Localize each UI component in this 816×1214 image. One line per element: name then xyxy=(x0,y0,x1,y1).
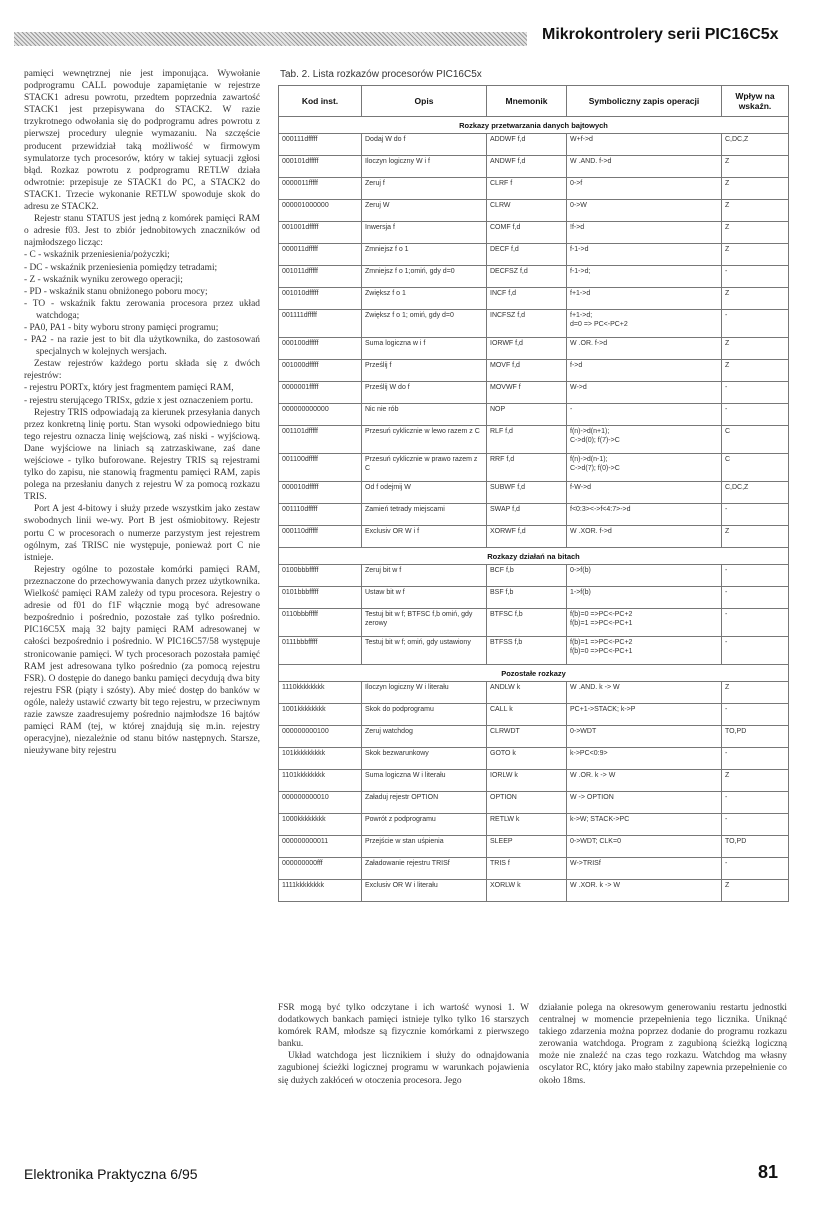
cell-description: Iloczyn logiczny W i literału xyxy=(362,682,487,704)
table-row xyxy=(279,426,789,454)
cell-flags: Z xyxy=(722,682,789,704)
cell-description: Zeruj W xyxy=(362,200,487,222)
cell-flags: TO,PD xyxy=(722,726,789,748)
instruction-table xyxy=(278,85,789,902)
bottom-middle-text xyxy=(278,1002,529,1087)
cell-code: 000100dfffff xyxy=(279,338,362,360)
cell-flags: Z xyxy=(722,770,789,792)
magazine-footer: Elektronika Praktyczna 6/95 xyxy=(24,1166,198,1182)
cell-description: Testuj bit w f; omiń, gdy ustawiony xyxy=(362,637,487,665)
cell-mnemonic: CLRF f xyxy=(487,178,567,200)
cell-symbolic: W .XOR. k -> W xyxy=(567,880,722,902)
cell-flags: Z xyxy=(722,288,789,310)
cell-mnemonic: INCFSZ f,d xyxy=(487,310,567,338)
cell-mnemonic: MOVF f,d xyxy=(487,360,567,382)
cell-code: 001001dfffff xyxy=(279,222,362,244)
cell-description: Testuj bit w f; BTFSC f,b omiń, gdy zerowy xyxy=(362,609,487,637)
cell-code: 1000kkkkkkkk xyxy=(279,814,362,836)
cell-symbolic: 0->f(b) xyxy=(567,565,722,587)
cell-symbolic: W -> OPTION xyxy=(567,792,722,814)
cell-symbolic: 0->WDT xyxy=(567,726,722,748)
cell-mnemonic: IORLW k xyxy=(487,770,567,792)
cell-symbolic: f-1->d; xyxy=(567,266,722,288)
cell-code: 000011dfffff xyxy=(279,244,362,266)
cell-code: 001100dfffff xyxy=(279,454,362,482)
cell-description: Załaduj rejestr OPTION xyxy=(362,792,487,814)
table-row xyxy=(279,482,789,504)
cell-flags: C xyxy=(722,454,789,482)
cell-symbolic: f->d xyxy=(567,360,722,382)
cell-description: Załadowanie rejestru TRISf xyxy=(362,858,487,880)
bottom-right-text xyxy=(539,1002,787,1087)
cell-flags: Z xyxy=(722,178,789,200)
cell-symbolic: k->PC<0:9> xyxy=(567,748,722,770)
cell-code: 0000001fffff xyxy=(279,382,362,404)
cell-description: Exclusiv OR W i literału xyxy=(362,880,487,902)
cell-flags: - xyxy=(722,792,789,814)
cell-flags: - xyxy=(722,748,789,770)
cell-symbolic: - xyxy=(567,404,722,426)
paragraph: Zestaw rejestrów każdego portu składa się z dwóch rejestrów: xyxy=(24,359,260,382)
cell-flags: - xyxy=(722,704,789,726)
page-number: 81 xyxy=(758,1162,779,1182)
cell-description: Prześlij W do f xyxy=(362,382,487,404)
cell-mnemonic: CLRW xyxy=(487,200,567,222)
cell-description: Suma logiczna W i literału xyxy=(362,770,487,792)
cell-description: Zmniejsz f o 1;omiń, gdy d=0 xyxy=(362,266,487,288)
cell-mnemonic: BCF f,b xyxy=(487,565,567,587)
cell-flags: - xyxy=(722,310,789,338)
cell-symbolic: f(n)->d(n-1); C->d(7); f(0)->C xyxy=(567,454,722,482)
page-header-title: Mikrokontrolery serii PIC16C5x xyxy=(542,26,779,43)
table-row xyxy=(279,792,789,814)
table-row xyxy=(279,814,789,836)
column-header: Mnemonik xyxy=(487,86,567,117)
cell-description: Od f odejmij W xyxy=(362,482,487,504)
cell-description: Przejście w stan uśpienia xyxy=(362,836,487,858)
cell-code: 000000000011 xyxy=(279,836,362,858)
cell-code: 0111bbbfffff xyxy=(279,637,362,665)
cell-mnemonic: BSF f,b xyxy=(487,587,567,609)
cell-symbolic: f+1->d xyxy=(567,288,722,310)
cell-description: Zwiększ f o 1 xyxy=(362,288,487,310)
cell-mnemonic: RLF f,d xyxy=(487,426,567,454)
cell-flags: - xyxy=(722,382,789,404)
cell-mnemonic: MOVWF f xyxy=(487,382,567,404)
cell-mnemonic: INCF f,d xyxy=(487,288,567,310)
section-title: Pozostałe rozkazy xyxy=(279,665,789,682)
cell-flags: C,DC,Z xyxy=(722,134,789,156)
cell-symbolic: W->TRISf xyxy=(567,858,722,880)
cell-symbolic: f(b)=1 =>PC<-PC+2 f(b)=0 =>PC<-PC+1 xyxy=(567,637,722,665)
paragraph: Rejestry ogólne to pozostałe komórki pamięci RAM, przeznaczone do przechowywania danych przez użytkownika. Wielkość pamięci RAM zależy od typu procesora. Rejestry o adresie od f01 do f1F włącznie mogą być adresowane bezpośrednio i pośrednio, pozostałe zaś tylko pośrednio. PIC16C5X mają 32 bajty pamięci RAM adresowanej w całości bezpośrednio i pośrednio. W PIC16C57/58 występuje stronicowanie pamięci. W tych procesorach pozostała pamięć RAM jest adresowana tylko pośrednio (za pomocą rejestru FSR). O dostępie do danego banku pamięci decydują dwa bity rejestru FSR (piąty i szósty). Aby mieć dostęp do banków w ogóle, należy ustawić czwarty bit tego rejestru, w przeciwnym razie zawsze zaadresujemy pośrednio najmłodsze 16 bajtów pamięci RAM (tej, w której znajdują się m.in. rejestry operacyjne), niezależnie od stanu bitów następnych. Starsze, nieużywane bity rejestru xyxy=(24,564,260,757)
cell-symbolic: PC+1->STACK; k->P xyxy=(567,704,722,726)
cell-flags: Z xyxy=(722,526,789,548)
cell-symbolic: 0->f xyxy=(567,178,722,200)
cell-flags: TO,PD xyxy=(722,836,789,858)
cell-flags: - xyxy=(722,587,789,609)
cell-mnemonic: SLEEP xyxy=(487,836,567,858)
cell-code: 0101bbbfffff xyxy=(279,587,362,609)
cell-symbolic: 0->WDT; CLK=0 xyxy=(567,836,722,858)
section-title: Rozkazy działań na bitach xyxy=(279,548,789,565)
table-row xyxy=(279,360,789,382)
table-caption: Tab. 2. Lista rozkazów procesorów PIC16C5x xyxy=(280,69,482,80)
cell-description: Przesuń cyklicznie w lewo razem z C xyxy=(362,426,487,454)
table-row xyxy=(279,454,789,482)
cell-symbolic: k->W; STACK->PC xyxy=(567,814,722,836)
cell-description: Zeruj watchdog xyxy=(362,726,487,748)
cell-mnemonic: TRIS f xyxy=(487,858,567,880)
cell-mnemonic: NOP xyxy=(487,404,567,426)
list-item: - PD - wskaźnik stanu obniżonego poboru mocy; xyxy=(24,286,208,297)
section-title: Rozkazy przetwarzania danych bajtowych xyxy=(279,117,789,134)
cell-description: Prześlij f xyxy=(362,360,487,382)
cell-mnemonic: SWAP f,d xyxy=(487,504,567,526)
cell-flags: Z xyxy=(722,360,789,382)
cell-description: Suma logiczna w i f xyxy=(362,338,487,360)
table-row xyxy=(279,504,789,526)
cell-description: Dodaj W do f xyxy=(362,134,487,156)
cell-symbolic: W .AND. k -> W xyxy=(567,682,722,704)
cell-mnemonic: ANDWF f,d xyxy=(487,156,567,178)
paragraph: pamięci wewnętrznej nie jest imponująca. Wywołanie podprogramu CALL powoduje zapamiętanie w rejestrze STACK1 adresu powrotu, przedtem poprzednia zawartość STACK1 jest przepisywana do STACK2. W razie trzykrotnego odwołania się do podprogramu adres powrotu z pierwszej procedury ulegnie wymazaniu. Na szczęście producent przewidział taką możliwość w firmowym symulatorze tych procesorów, który w takiej sytuacji zgłosi błąd. Rozkaz powrotu z podprogramu RETLW działa odwrotnie: przepisuje ze STACK1 do PC, a STACK2 do STACK1. Trzecie wykonanie RETLW spowoduje skok do adresu ze STACK2. xyxy=(24,69,260,213)
table-row xyxy=(279,404,789,426)
cell-symbolic: f(n)->d(n+1); C->d(0); f(7)->C xyxy=(567,426,722,454)
table-row xyxy=(279,836,789,858)
cell-symbolic: f(b)=0 =>PC<-PC+2 f(b)=1 =>PC<-PC+1 xyxy=(567,609,722,637)
cell-code: 001011dfffff xyxy=(279,266,362,288)
cell-code: 001110dfffff xyxy=(279,504,362,526)
cell-symbolic: f-W->d xyxy=(567,482,722,504)
table-section-row xyxy=(279,117,789,134)
table-row xyxy=(279,222,789,244)
cell-symbolic: W .OR. k -> W xyxy=(567,770,722,792)
cell-code: 0100bbbfffff xyxy=(279,565,362,587)
cell-flags: - xyxy=(722,565,789,587)
table-row xyxy=(279,266,789,288)
cell-description: Zeruj f xyxy=(362,178,487,200)
cell-description: Zmniejsz f o 1 xyxy=(362,244,487,266)
table-row xyxy=(279,682,789,704)
cell-code: 000000000000 xyxy=(279,404,362,426)
cell-code: 000010dfffff xyxy=(279,482,362,504)
table-row xyxy=(279,748,789,770)
cell-description: Zamień tetrady miejscami xyxy=(362,504,487,526)
table-row xyxy=(279,880,789,902)
cell-code: 000111dfffff xyxy=(279,134,362,156)
cell-symbolic: W .XOR. f->d xyxy=(567,526,722,548)
cell-flags: - xyxy=(722,266,789,288)
cell-code: 000000000010 xyxy=(279,792,362,814)
list-item: - C - wskaźnik przeniesienia/pożyczki; xyxy=(24,250,170,261)
cell-description: Nic nie rób xyxy=(362,404,487,426)
cell-symbolic: f-1->d xyxy=(567,244,722,266)
cell-flags: Z xyxy=(722,156,789,178)
table-row xyxy=(279,178,789,200)
table-row xyxy=(279,338,789,360)
cell-symbolic: W+f->d xyxy=(567,134,722,156)
cell-flags: Z xyxy=(722,222,789,244)
column-header: Opis xyxy=(362,86,487,117)
cell-description: Skok bezwarunkowy xyxy=(362,748,487,770)
paragraph: Port A jest 4-bitowy i służy przede wszystkim jako zestaw swobodnych linii we-wy. Port B jest ośmiobitowy. Rejestr portu C w procesorach o numerze parzystym jest rejestrem ogólnym, zaś TRISC nie występuje, ponieważ port C nie istnieje. xyxy=(24,504,260,563)
left-text-column xyxy=(24,68,260,757)
cell-mnemonic: RETLW k xyxy=(487,814,567,836)
cell-code: 001111dfffff xyxy=(279,310,362,338)
table-row xyxy=(279,770,789,792)
cell-flags: C xyxy=(722,426,789,454)
list-item: - rejestru sterującego TRISx, gdzie x jest oznaczeniem portu. xyxy=(24,395,253,406)
table-row xyxy=(279,637,789,665)
list-item: - PA2 - na razie jest to bit dla użytkownika, do zastosowań specjalnych w kolejnych wersjach. xyxy=(24,335,260,358)
cell-flags: - xyxy=(722,504,789,526)
cell-description: Ustaw bit w f xyxy=(362,587,487,609)
table-row xyxy=(279,726,789,748)
cell-mnemonic: CLRWDT xyxy=(487,726,567,748)
cell-mnemonic: ANDLW k xyxy=(487,682,567,704)
table-row xyxy=(279,156,789,178)
cell-flags: - xyxy=(722,814,789,836)
paragraph: działanie polega na okresowym generowaniu restartu jednostki centralnej w momencie przepełnienia tego licznika. Uniknąć takiego zdarzenia można poprzez dodanie do programu rozkazu zerowania watchdoga. Program z zagubioną ścieżką logiczną może nie znaleźć na czas tego rozkazu. Watchdog ma własny oscylator RC, który jako mało stabilny zapewnia przepełnienie co około 18ms. xyxy=(539,1003,787,1086)
cell-symbolic: f<0:3><->f<4:7>->d xyxy=(567,504,722,526)
cell-mnemonic: BTFSC f,b xyxy=(487,609,567,637)
cell-code: 1110kkkkkkkk xyxy=(279,682,362,704)
cell-code: 0000011fffff xyxy=(279,178,362,200)
table-row xyxy=(279,526,789,548)
cell-code: 001000dfffff xyxy=(279,360,362,382)
table-row xyxy=(279,244,789,266)
table-row xyxy=(279,609,789,637)
paragraph: FSR mogą być tylko odczytane i ich wartość wynosi 1. W dodatkowych bankach pamięci istnieje tylko tylko 16 starszych komórek RAM, młodsze są fizycznie komórkami z pierwszego banku. xyxy=(278,1003,529,1050)
table-header-row xyxy=(279,86,789,117)
table-section-row xyxy=(279,665,789,682)
cell-description: Exclusiv OR W i f xyxy=(362,526,487,548)
list-item: - PA0, PA1 - bity wyboru strony pamięci programu; xyxy=(24,322,219,333)
cell-mnemonic: SUBWF f,d xyxy=(487,482,567,504)
cell-code: 001101dfffff xyxy=(279,426,362,454)
cell-code: 101kkkkkkkkk xyxy=(279,748,362,770)
cell-description: Przesuń cyklicznie w prawo razem z C xyxy=(362,454,487,482)
cell-code: 0110bbbfffff xyxy=(279,609,362,637)
cell-mnemonic: IORWF f,d xyxy=(487,338,567,360)
cell-code: 000101dfffff xyxy=(279,156,362,178)
paragraph: Rejestr stanu STATUS jest jedną z komórek pamięci RAM o adresie f03. Jest to zbiór jednobitowych znaczników od najmłodszego licząc: xyxy=(24,214,260,249)
cell-flags: Z xyxy=(722,338,789,360)
status-flags-list xyxy=(24,249,260,358)
cell-mnemonic: XORWF f,d xyxy=(487,526,567,548)
list-item: - DC - wskaźnik przeniesienia pomiędzy tetradami; xyxy=(24,262,218,273)
cell-code: 000110dfffff xyxy=(279,526,362,548)
table-row xyxy=(279,587,789,609)
cell-mnemonic: COMF f,d xyxy=(487,222,567,244)
column-header: Wpływ na wskaźn. xyxy=(722,86,789,117)
table-row xyxy=(279,310,789,338)
cell-code: 001010dfffff xyxy=(279,288,362,310)
cell-mnemonic: ADDWF f,d xyxy=(487,134,567,156)
cell-flags: Z xyxy=(722,200,789,222)
cell-symbolic: 0->W xyxy=(567,200,722,222)
cell-flags: - xyxy=(722,637,789,665)
table-row xyxy=(279,288,789,310)
paragraph: Rejestry TRIS odpowiadają za kierunek przesyłania danych przez konkretną linię portu. Stan wysoki odpowiedniego bitu tego rejestru oznacza linię wejściową, zaś niski - wyjściową. Dane wyjściowe na liniach są zatrzaskiwane, zaś dane wejściowe - tylko buforowane. Rejestry TRIS są rejestrami tylko do zapisu, nie stanowią fragmentu pamięci RAM, zapis polega na przesłaniu danych z rejestru W za pomocą rozkazu TRIS. xyxy=(24,407,260,503)
cell-symbolic: f+1->d; d=0 => PC<-PC+2 xyxy=(567,310,722,338)
cell-flags: - xyxy=(722,858,789,880)
column-header: Symboliczny zapis operacji xyxy=(567,86,722,117)
table-row xyxy=(279,704,789,726)
list-item: - Z - wskaźnik wyniku zerowego operacji; xyxy=(24,274,183,285)
cell-code: 000000000100 xyxy=(279,726,362,748)
cell-flags: Z xyxy=(722,880,789,902)
cell-mnemonic: DECFSZ f,d xyxy=(487,266,567,288)
cell-description: Zeruj bit w f xyxy=(362,565,487,587)
paragraph: Układ watchdoga jest licznikiem i służy do odnajdowania zagubionej ścieżki logicznej programu w warunkach pojawienia się dużych zakłóceń w otoczenia procesora. Jego xyxy=(278,1051,529,1086)
cell-code: 1111kkkkkkkk xyxy=(279,880,362,902)
port-registers-list xyxy=(24,382,260,406)
cell-description: Skok do podprogramu xyxy=(362,704,487,726)
cell-symbolic: W->d xyxy=(567,382,722,404)
cell-mnemonic: XORLW k xyxy=(487,880,567,902)
cell-flags: C,DC,Z xyxy=(722,482,789,504)
cell-mnemonic: DECF f,d xyxy=(487,244,567,266)
cell-description: Inwersja f xyxy=(362,222,487,244)
header-pattern-band xyxy=(14,32,527,46)
table-row xyxy=(279,858,789,880)
table-row xyxy=(279,200,789,222)
list-item: - rejestru PORTx, który jest fragmentem pamięci RAM, xyxy=(24,383,234,394)
cell-mnemonic: GOTO k xyxy=(487,748,567,770)
cell-mnemonic: BTFSS f,b xyxy=(487,637,567,665)
cell-code: 000000000fff xyxy=(279,858,362,880)
cell-mnemonic: RRF f,d xyxy=(487,454,567,482)
cell-mnemonic: CALL k xyxy=(487,704,567,726)
cell-symbolic: !f->d xyxy=(567,222,722,244)
cell-symbolic: W .AND. f->d xyxy=(567,156,722,178)
cell-code: 000001000000 xyxy=(279,200,362,222)
table-row xyxy=(279,134,789,156)
cell-description: Zwiększ f o 1; omiń, gdy d=0 xyxy=(362,310,487,338)
table-section-row xyxy=(279,548,789,565)
cell-description: Iloczyn logiczny W i f xyxy=(362,156,487,178)
cell-flags: Z xyxy=(722,244,789,266)
cell-mnemonic: OPTION xyxy=(487,792,567,814)
cell-code: 1001kkkkkkkk xyxy=(279,704,362,726)
table-row xyxy=(279,382,789,404)
cell-code: 1101kkkkkkkk xyxy=(279,770,362,792)
list-item: - TO - wskaźnik faktu zerowania procesora przez układ watchdoga; xyxy=(24,298,260,321)
cell-description: Powrót z podprogramu xyxy=(362,814,487,836)
cell-flags: - xyxy=(722,404,789,426)
cell-symbolic: 1->f(b) xyxy=(567,587,722,609)
cell-symbolic: W .OR. f->d xyxy=(567,338,722,360)
table-row xyxy=(279,565,789,587)
column-header: Kod inst. xyxy=(279,86,362,117)
cell-flags: - xyxy=(722,609,789,637)
